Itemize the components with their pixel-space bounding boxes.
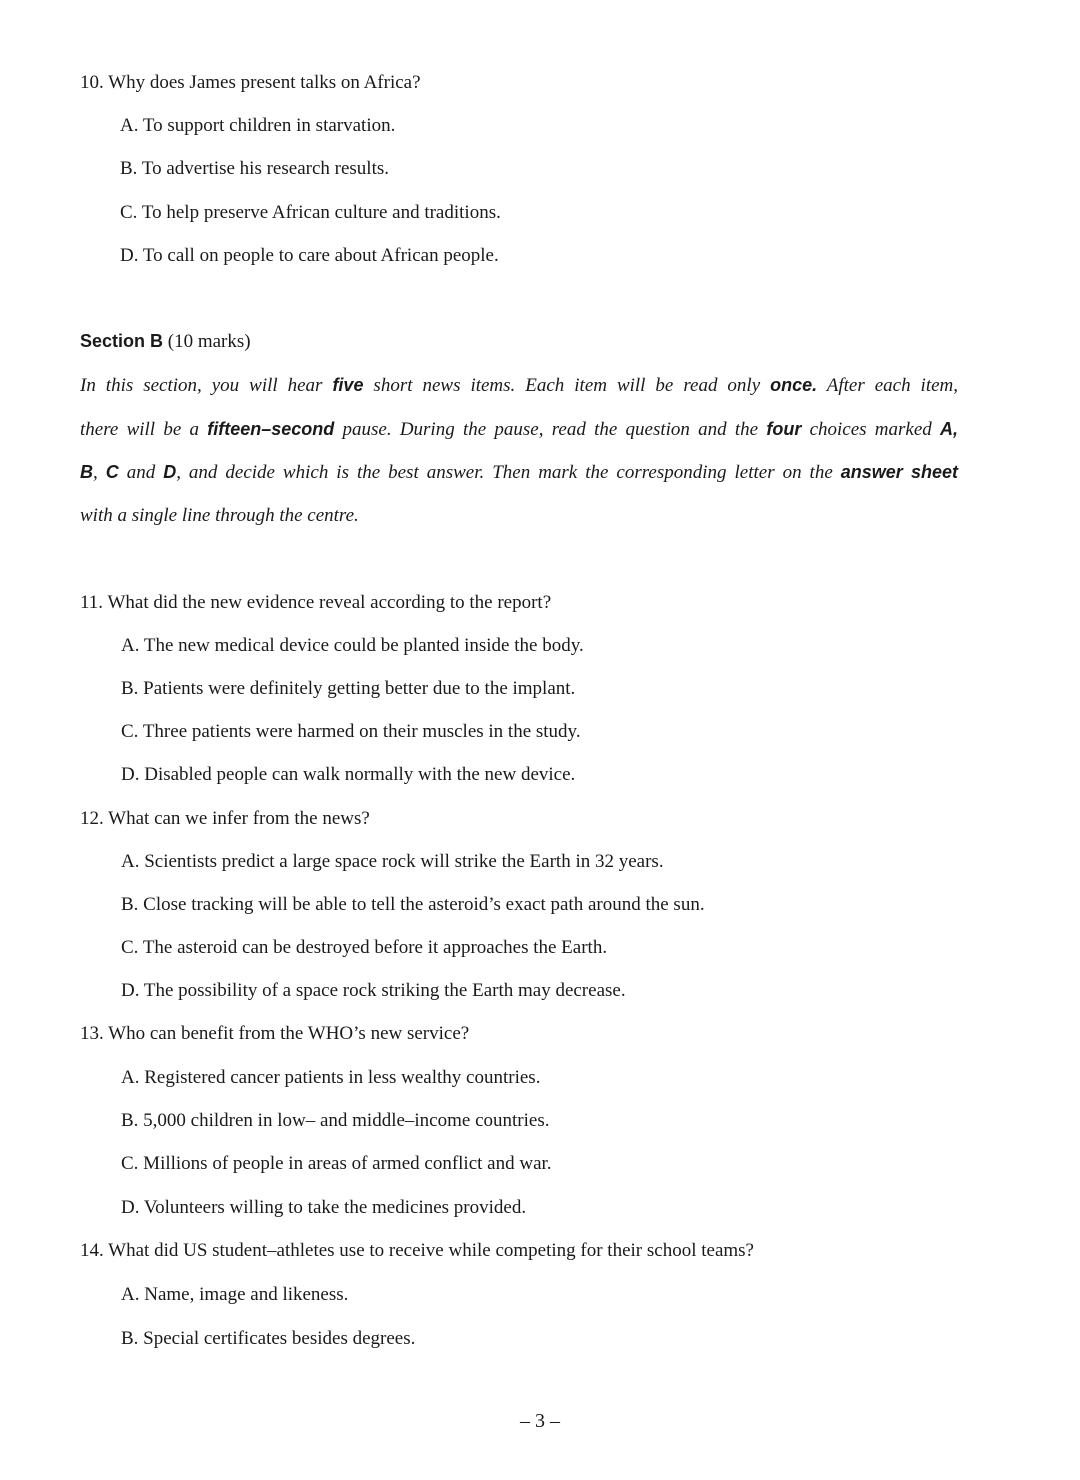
question-number: 14. xyxy=(80,1240,104,1261)
option-12-c: C. The asteroid can be destroyed before it approaches the Earth. xyxy=(121,937,608,958)
question-12 xyxy=(80,808,370,830)
option-13-a: A. Registered cancer patients in less wealthy countries. xyxy=(121,1067,541,1088)
question-text: What can we infer from the news? xyxy=(108,808,370,829)
option-11-d: D. Disabled people can walk normally with the new device. xyxy=(121,764,576,785)
question-11 xyxy=(80,592,551,614)
option-14-b: B. Special certificates besides degrees. xyxy=(121,1328,416,1349)
option-10-a: A. To support children in starvation. xyxy=(120,115,396,136)
question-text: What did US student–athletes use to receive while competing for their school teams? xyxy=(108,1240,754,1261)
question-10 xyxy=(80,72,421,94)
question-number: 11. xyxy=(80,592,104,613)
option-10-d: D. To call on people to care about African people. xyxy=(120,245,499,266)
question-number: 12. xyxy=(80,808,104,829)
question-text: What did the new evidence reveal according to the report? xyxy=(107,592,552,613)
option-11-a: A. The new medical device could be planted inside the body. xyxy=(121,635,584,656)
option-10-c: C. To help preserve African culture and traditions. xyxy=(120,202,501,223)
instructions-line-1: In this section, you will hear five short news items. Each item will be read only once. After each item, xyxy=(80,375,959,396)
section-marks: (10 marks) xyxy=(167,331,251,352)
option-12-a: A. Scientists predict a large space rock will strike the Earth in 32 years. xyxy=(121,851,664,872)
question-13 xyxy=(80,1023,469,1045)
option-13-d: D. Volunteers willing to take the medicines provided. xyxy=(121,1197,527,1218)
option-12-d: D. The possibility of a space rock striking the Earth may decrease. xyxy=(121,980,626,1001)
option-12-b: B. Close tracking will be able to tell the asteroid’s exact path around the sun. xyxy=(121,894,705,915)
option-13-c: C. Millions of people in areas of armed conflict and war. xyxy=(121,1153,552,1174)
option-10-b: B. To advertise his research results. xyxy=(120,158,389,179)
option-11-b: B. Patients were definitely getting better due to the implant. xyxy=(121,678,576,699)
question-number: 10. xyxy=(80,72,104,93)
question-text: Who can benefit from the WHO’s new service? xyxy=(108,1023,470,1044)
instructions-line-4: with a single line through the centre. xyxy=(80,505,359,526)
instructions-line-3: B, C and D, and decide which is the best answer. Then mark the corresponding letter on the answer sheet xyxy=(80,462,959,483)
section-heading xyxy=(80,331,251,353)
page-number: – 3 – xyxy=(520,1410,560,1432)
option-11-c: C. Three patients were harmed on their muscles in the study. xyxy=(121,721,581,742)
question-14 xyxy=(80,1240,754,1262)
option-13-b: B. 5,000 children in low– and middle–income countries. xyxy=(121,1110,550,1131)
section-title: Section B xyxy=(80,331,164,351)
question-text: Why does James present talks on Africa? xyxy=(108,72,421,93)
question-number: 13. xyxy=(80,1023,104,1044)
instructions-line-2: there will be a fifteen–second pause. During the pause, read the question and the four choices marked A, xyxy=(80,419,958,440)
option-14-a: A. Name, image and likeness. xyxy=(121,1284,349,1305)
